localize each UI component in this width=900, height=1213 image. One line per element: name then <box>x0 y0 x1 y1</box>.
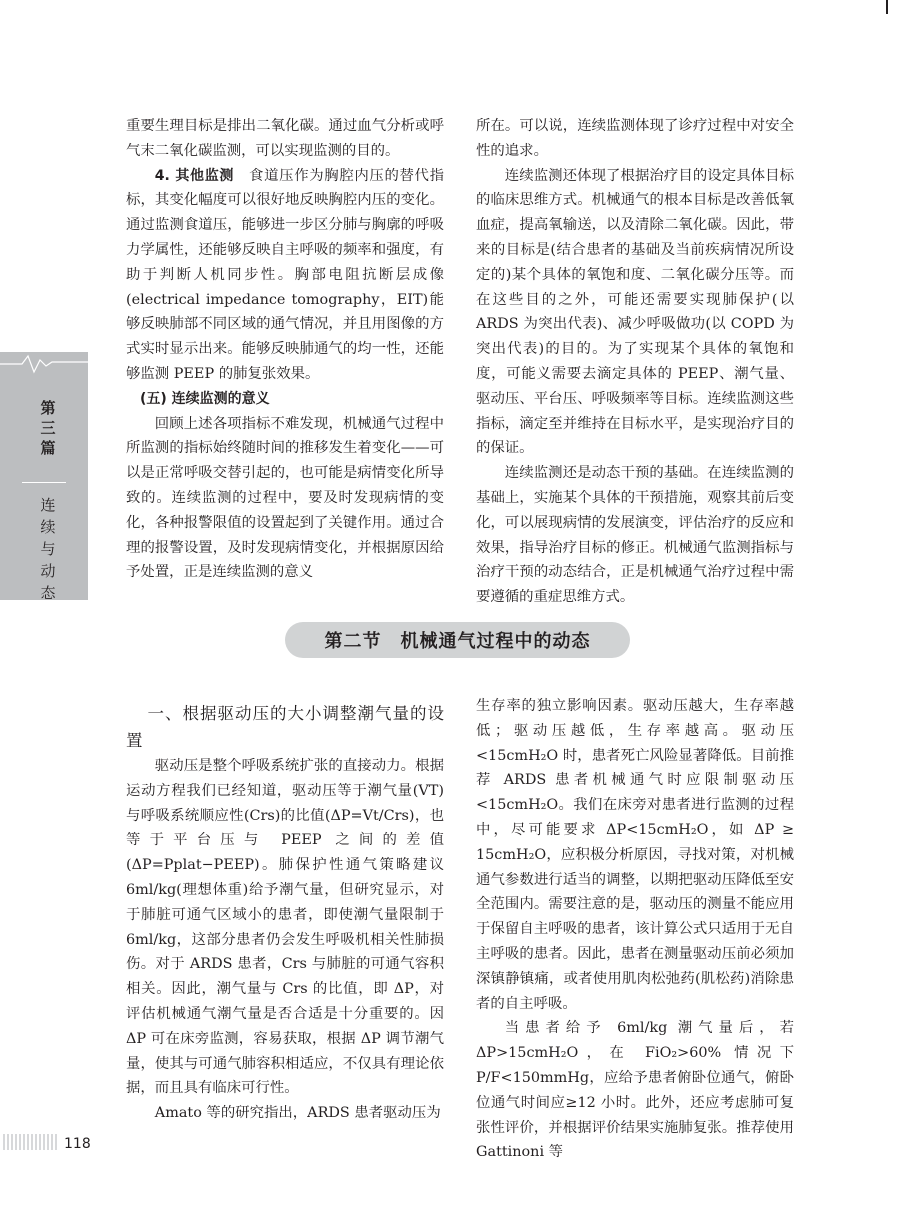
side-divider <box>22 482 66 483</box>
paragraph: 连续监测还体现了根据治疗目的设定具体目标的临床思维方式。机械通气的根本目标是改善低氧血症，提高氧输送，以及清除二氧化碳。因此，带来的目标是(结合患者的基础及当前疾病情况所设定的)某个具体的氧饱和度、二氧化碳分压等。而在这些目的之外，可能还需要实现肺保护(以 ARDS 为突出代表)、减少呼吸做功(以 COPD 为突出代表)的目的。为了实现某个具体的氧饱和度，可能义需要去滴定具体的 PEEP、潮气量、驱动压、平台压、呼吸频率等目标。连续监测这些指标，滴定至并维持在目标水平，是实现治疗目的的保证。 <box>476 167 794 457</box>
paragraph-other-monitoring: 4. 其他监测 食道压作为胸腔内压的替代指标，其变化幅度可以很好地反映胸腔内压的变化。通过监测食道压，能够进一步区分肺与胸廓的呼吸力学属性，还能够反映自主呼吸的频率和强度，有助于判断人机同步性。胸部电阻抗断层成像(electrical impedance tomography，EIT)能够反映肺部不同区域的通气情况，并且用图像的方式实时显示出来。能够反映肺通气的均一性，还能够监测 PEEP 的肺复张效果。 <box>126 167 444 382</box>
heading-driving-pressure: 一、根据驱动压的大小调整潮气量的设置 <box>126 704 444 750</box>
corner-crop-mark <box>886 0 888 14</box>
side-tab <box>0 352 88 600</box>
paragraph: 连续监测还是动态干预的基础。在连续监测的基础上，实施某个具体的干预措施，观察其前后变化，可以展现病情的发展演变，评估治疗的反应和效果，指导治疗目标的修正。机械通气监测指标与治疗干预的动态结合，正是机械通气治疗过程中需要遵循的重症思维方式。 <box>476 465 794 606</box>
part-name: 连续与动态 <box>40 496 56 602</box>
paragraph: 驱动压是整个呼吸系统扩张的直接动力。根据运动方程我们已经知道，驱动压等于潮气量(VT)与呼吸系统顺应性(Crs)的比值(ΔP=Vt/Crs)，也等于平台压与 PEEP 之间的差值(ΔP=Pplat−PEEP)。肺保护性通气策略建议 6ml/kg(理想体重)给予潮气量，但研究显示，对于肺脏可通气区域小的患者，即使潮气量限制于 6ml/kg，这部分患者仍会发生呼吸机相关性肺损伤。对于 ARDS 患者，Crs 与肺脏的可通气容积相关。因此，潮气量与 Crs 的比值，即 ΔP，对评估机械通气潮气量是否合适是十分重要的。因 ΔP 可在床旁监测，容易获取，根据 ΔP 调节潮气量，使其与可通气肺容积相适应，不仅具有理论依据，而且具有临床可行性。 <box>126 758 444 1097</box>
paragraph: 回顾上述各项指标不难发现，机械通气过程中所监测的指标始终随时间的推移发生着变化——可以是正常呼吸交替引起的，也可能是病情变化所导致的。连续监测的过程中，要及时发现病情的变化，各种报警限值的设置起到了关键作用。通过合理的报警设置，及时发现病情变化，并根据原因给予处置，正是连续监测的意义 <box>126 415 444 581</box>
footer-tick-marks <box>0 1132 60 1152</box>
paragraph: 重要生理目标是排出二氧化碳。通过血气分析或呼气末二氧化碳监测，可以实现监测的目的。 <box>126 118 444 159</box>
paragraph: Amato 等的研究指出，ARDS 患者驱动压为 <box>154 1105 441 1122</box>
column-bottom-right <box>476 694 794 1165</box>
part-label: 第三篇 <box>40 399 56 457</box>
heartbeat-line-icon <box>0 352 88 392</box>
subheading-continuous-monitoring: (五) 连续监测的意义 <box>140 390 270 407</box>
page-number: 118 <box>64 1136 91 1152</box>
paragraph: 当患者给予 6ml/kg 潮气量后，若 ΔP>15cmH₂O，在 FiO₂>60% 情况下 P/F<150mmHg，应给予患者俯卧位通气，俯卧位通气时间应≥12 小时。此外，还应考虑肺可复张性评价，并根据评价结果实施肺复张。推荐使用 Gattinoni 等 <box>476 1020 794 1161</box>
column-top-left <box>126 114 444 585</box>
section-title: 第二节 机械通气过程中的动态 <box>285 622 630 658</box>
column-top-right <box>476 114 794 610</box>
subheading-other-monitoring: 4. 其他监测 <box>154 167 235 184</box>
column-bottom-left <box>126 700 444 1126</box>
paragraph: 生存率的独立影响因素。驱动压越大，生存率越低；驱动压越低，生存率越高。驱动压<15cmH₂O 时，患者死亡风险显著降低。目前推荐 ARDS 患者机械通气时应限制驱动压<15cmH₂O。我们在床旁对患者进行监测的过程中，尽可能要求 ΔP<15cmH₂O，如 ΔP ≥ 15cmH₂O，应积极分析原因，寻找对策，对机械通气参数进行适当的调整，以期把驱动压降低至安全范围内。需要注意的是，驱动压的测量不能应用于保留自主呼吸的患者，该计算公式只适用于无自主呼吸的患者。因此，患者在测量驱动压前必须加深镇静镇痛，或者使用肌肉松弛药(肌松药)消除患者的自主呼吸。 <box>476 698 794 1012</box>
paragraph: 所在。可以说，连续监测体现了诊疗过程中对安全性的追求。 <box>476 118 794 159</box>
